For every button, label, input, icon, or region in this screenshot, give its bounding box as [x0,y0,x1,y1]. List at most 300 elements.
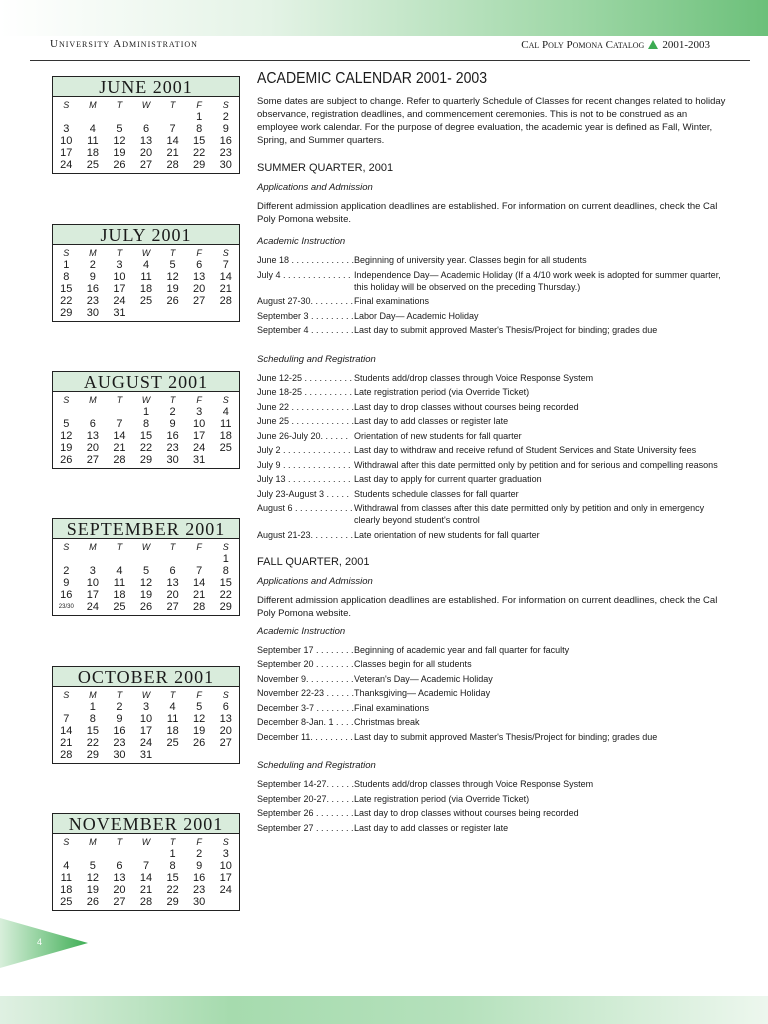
calendar-event [257,716,727,728]
weekday-label: M [89,395,97,405]
event-description: Christmas break [354,717,420,727]
day-cell [159,307,186,319]
day-cell: 17 [219,872,232,884]
day-cell: 23 [166,442,179,454]
day-cell: 3 [116,259,123,271]
event-date: September 20 . . . . . . . . [257,659,354,669]
day-cell: 15 [86,725,99,737]
day-cell: 11 [113,577,126,589]
event-date: June 18 . . . . . . . . . . . . . [257,255,354,265]
event-date: June 12-25 . . . . . . . . . . [257,372,353,383]
day-cell: 18 [113,589,126,601]
day-cell: 21 [193,589,206,601]
running-header-section: University Administration [50,38,198,50]
day-cell: 9 [196,860,203,872]
day-cell: 27 [139,159,153,171]
day-cell: 15 [193,135,206,147]
day-cell: 8 [142,418,150,430]
week-row [53,283,239,295]
event-description: Last day to drop classes without courses being recorded [354,401,579,412]
event-date: September 14-27. . . . . . [257,779,354,789]
day-cell: 30 [166,454,179,466]
event-date: July 23-August 3 . . . . . [257,488,350,499]
day-cell: 23 [219,147,232,159]
weekday-label: T [169,100,176,110]
day-cell: 6 [196,259,203,271]
calendar-event [257,324,727,336]
day-cell: 9 [89,271,96,283]
week-row [53,454,239,466]
day-cell: 10 [139,713,153,725]
weekday-label: S [63,248,70,258]
month-title: JUNE 2001 [52,76,240,97]
running-header-catalog [521,39,710,51]
day-cell: 12 [139,577,153,589]
day-cell: 6 [116,860,123,872]
day-cell: 2 [222,111,229,123]
event-description: Late orientation of new students for fall quarter [354,529,540,540]
event-description: Thanksgiving— Academic Holiday [354,688,491,698]
calendar-event [257,430,727,442]
day-cell: 27 [113,896,126,908]
day-cell: 3 [222,848,229,860]
header-rule [30,60,750,61]
event-date: September 3 . . . . . . . . . [257,310,354,321]
day-cell: 25 [219,442,232,454]
weekday-label: S [222,395,229,405]
week-row [53,860,239,872]
event-date: July 9 . . . . . . . . . . . . . . [257,459,351,470]
event-description: Last day to drop classes without courses being recorded [354,808,579,818]
catalog-name: Cal Poly Pomona Catalog [521,39,645,51]
week-row [53,896,239,908]
month-title: NOVEMBER 2001 [52,813,240,834]
calendar-event [257,401,727,413]
day-cell [53,701,80,713]
week-row [53,295,239,307]
day-cell [133,307,160,319]
day-cell: 20 [193,283,206,295]
month-calendar [52,666,240,764]
day-cell: 28 [166,159,179,171]
day-cell: 26 [86,896,99,908]
day-cell: 1 [89,701,96,713]
calendar-event [257,488,727,500]
summer-quarter-heading: SUMMER QUARTER, 2001 [257,162,394,174]
week-row [53,442,239,454]
event-date: June 25 . . . . . . . . . . . . . [257,416,354,426]
day-cell: 19 [139,589,153,601]
day-cell: 16 [113,725,126,737]
day-cell: 28 [139,896,153,908]
day-cell: 12 [193,713,206,725]
day-cell: 4 [89,123,96,135]
weekday-label: W [141,690,151,700]
calendar-event [257,529,727,541]
day-cell: 17 [193,430,206,442]
page-title: ACADEMIC CALENDAR 2001- 2003 [257,70,488,87]
day-cell: 18 [86,147,99,159]
day-cell: 7 [196,565,203,577]
weekday-label: F [196,100,202,110]
day-cell: 26 [113,159,126,171]
day-cell [106,848,133,860]
day-cell: 24 [193,442,206,454]
day-cell: 21 [139,884,153,896]
day-cell: 7 [63,713,70,725]
month-grid [52,392,240,469]
day-cell: 16 [219,135,232,147]
weekday-label: W [141,248,151,258]
event-date: December 11. . . . . . . . . [257,731,353,742]
weekday-label: W [141,837,151,847]
weekday-label: T [169,395,176,405]
weekday-label: T [116,837,123,847]
day-cell: 13 [166,577,179,589]
day-cell: 25 [166,737,179,749]
day-cell: 19 [60,442,73,454]
day-cell: 29 [60,307,73,319]
day-cell [186,307,213,319]
summer-instruction-heading: Academic Instruction [257,236,346,247]
day-cell [133,111,160,123]
calendar-event [257,415,727,427]
calendar-event [257,459,727,471]
day-cell: 24 [219,884,232,896]
day-cell: 14 [219,271,232,283]
day-cell: 31 [113,307,126,319]
day-cell: 19 [166,283,179,295]
day-cell: 12 [113,135,126,147]
day-cell: 27 [166,601,179,613]
day-cell [186,553,213,565]
day-cell: 16 [193,872,206,884]
day-cell: 29 [139,454,153,466]
day-cell: 21 [166,147,179,159]
calendar-event [257,310,727,322]
day-cell: 15 [166,872,179,884]
event-description: Veteran's Day— Academic Holiday [354,673,493,684]
day-cell: 14 [193,577,206,589]
day-cell: 12 [166,271,179,283]
day-cell: 2 [116,701,123,713]
event-description: Withdrawal after this date permitted only by petition and for serious and compelling reasons [354,459,718,470]
day-cell [186,749,213,761]
event-description: Labor Day— Academic Holiday [354,310,479,321]
week-row [53,713,239,725]
day-cell [159,553,186,565]
day-cell: 5 [196,701,203,713]
day-cell: 21 [113,442,126,454]
month-title: JULY 2001 [52,224,240,245]
week-row [53,553,239,565]
weekday-label: W [141,100,151,110]
weekday-label: T [169,542,176,552]
week-row [53,701,239,713]
event-date: November 9. . . . . . . . . . [257,673,354,684]
day-cell: 14 [139,872,153,884]
day-cell: 22 [166,884,179,896]
calendar-event [257,822,727,834]
month-calendar [52,813,240,911]
weekday-label: T [169,248,176,258]
weekday-header-row [53,394,239,406]
day-cell: 4 [222,406,229,418]
day-cell: 22 [60,295,73,307]
day-cell [53,406,80,418]
day-cell: 7 [116,418,123,430]
event-date: September 20-27. . . . . . [257,793,354,804]
day-cell [53,111,80,123]
event-description: Beginning of academic year and fall quarter for faculty [354,644,570,655]
event-date: June 26-July 20. . . . . . [257,430,349,441]
event-date: December 3-7 . . . . . . . . [257,702,354,713]
event-description: Last day to apply for current quarter graduation [354,474,542,484]
month-grid [52,834,240,911]
day-cell: 20 [86,442,99,454]
day-cell: 24 [60,159,73,171]
week-row [53,725,239,737]
event-date: June 18-25 . . . . . . . . . . [257,387,353,397]
event-description: Withdrawal from classes after this date permitted only by petition and only in emergency clearly beyond student's control [354,503,705,525]
day-cell: 10 [86,577,99,589]
week-row [53,147,239,159]
day-cell: 4 [116,565,123,577]
event-date: July 2 . . . . . . . . . . . . . . [257,445,351,455]
day-cell [159,111,186,123]
day-cell: 27 [193,295,206,307]
calendar-event [257,444,727,456]
calendar-event [257,386,727,398]
event-description: Last day to submit approved Master's Thesis/Project for binding; grades due [354,325,658,335]
day-cell: 26 [60,454,73,466]
summer-admission-text: Different admission application deadlines are established. For information on current deadlines, check the Cal Poly Pomona website. [257,201,718,225]
day-cell: 11 [60,872,72,884]
day-cell: 18 [219,430,232,442]
day-cell: 20 [139,147,153,159]
day-cell: 17 [86,589,99,601]
week-row [53,307,239,319]
day-cell: 4 [142,259,150,271]
weekday-label: F [196,837,202,847]
day-cell [212,307,239,319]
weekday-label: T [169,690,176,700]
month-grid [52,539,240,616]
weekday-label: M [89,100,97,110]
week-row [53,737,239,749]
event-date: September 17 . . . . . . . . [257,644,354,655]
event-description: Last day to submit approved Master's Thesis/Project for binding; grades due [354,731,658,742]
week-row [53,135,239,147]
day-cell: 29 [219,601,232,613]
day-cell: 7 [142,860,150,872]
fall-registration-list [257,778,727,834]
event-date: July 4 . . . . . . . . . . . . . . [257,269,351,280]
weekday-header-row [53,99,239,111]
event-date: September 27 . . . . . . . . [257,822,354,833]
day-cell: 16 [60,589,73,601]
day-cell [212,454,239,466]
day-cell: 28 [113,454,126,466]
day-cell [80,553,107,565]
day-cell [53,848,80,860]
day-cell [106,111,133,123]
weekday-label: S [63,542,70,552]
day-cell: 13 [86,430,99,442]
week-row [53,848,239,860]
day-cell: 9 [169,418,176,430]
month-calendar [52,76,240,174]
weekday-header-row [53,689,239,701]
calendar-event [257,731,727,743]
day-cell: 15 [139,430,153,442]
week-row [53,565,239,577]
month-calendar [52,518,240,616]
day-cell: 2 [196,848,203,860]
day-cell: 25 [86,159,99,171]
weekday-label: S [222,690,229,700]
month-grid [52,97,240,174]
day-cell: 22 [193,147,206,159]
day-cell: 18 [139,283,153,295]
day-cell: 19 [113,147,126,159]
week-row [53,418,239,430]
day-cell: 7 [222,259,229,271]
weekday-label: W [141,542,151,552]
weekday-label: M [89,690,97,700]
day-cell: 5 [169,259,176,271]
calendar-event [257,778,727,790]
day-cell: 13 [219,713,232,725]
event-date: August 6 . . . . . . . . . . . . [257,503,353,513]
day-cell: 10 [219,860,232,872]
weekday-label: F [196,542,202,552]
calendar-event [257,269,727,293]
calendar-event [257,658,727,670]
day-cell: 4 [63,860,70,872]
day-cell: 8 [222,565,229,577]
month-calendar [52,371,240,469]
weekday-label: T [116,395,123,405]
weekday-label: F [196,395,202,405]
day-cell: 18 [60,884,73,896]
fall-admission-text: Different admission application deadlines are established. For information on current deadlines, check the Cal Poly Pomona website. [257,594,718,619]
month-title: OCTOBER 2001 [52,666,240,687]
weekday-label: S [222,542,229,552]
weekday-label: T [116,690,123,700]
calendar-event [257,372,727,384]
day-cell [80,848,107,860]
day-cell: 11 [166,713,179,725]
day-cell: 2 [89,259,96,271]
day-cell: 3 [196,406,203,418]
calendar-event [257,702,727,714]
weekday-label: S [222,837,229,847]
event-description: Final examinations [354,702,430,713]
weekday-label: T [116,100,123,110]
page-number-tab [0,918,88,968]
day-cell: 5 [116,123,123,135]
event-description: Late registration period (via Override Ticket) [354,387,530,397]
day-cell: 29 [166,896,179,908]
day-cell: 14 [166,135,179,147]
day-cell: 1 [169,848,176,860]
day-cell: 24 [113,295,126,307]
day-cell: 13 [139,135,153,147]
event-description: Independence Day— Academic Holiday (If a 4/10 work week is adopted for summer quarter, this holiday will be observed on the preceding Thursday.) [354,269,721,292]
day-cell: 31 [139,749,153,761]
day-cell [106,406,133,418]
day-cell [212,749,239,761]
day-cell: 5 [89,860,96,872]
day-cell: 9 [63,577,70,589]
calendar-event [257,502,727,526]
event-date: August 21-23. . . . . . . . . [257,529,354,540]
day-cell: 9 [222,123,229,135]
day-cell [80,406,107,418]
day-cell: 23 [86,295,99,307]
weekday-label: S [222,100,229,110]
month-title: AUGUST 2001 [52,371,240,392]
day-cell: 11 [220,418,232,430]
day-cell: 14 [113,430,126,442]
day-cell: 8 [63,271,70,283]
week-row [53,577,239,589]
calendar-event [257,807,727,819]
day-cell: 21 [219,283,232,295]
day-cell: 8 [196,123,203,135]
weekday-label: S [63,690,70,700]
weekday-label: S [63,100,70,110]
event-date: July 13 . . . . . . . . . . . . . [257,474,351,484]
day-cell: 15 [60,283,73,295]
week-row [53,271,239,283]
weekday-header-row [53,836,239,848]
day-cell: 11 [87,135,99,147]
event-date: August 27-30. . . . . . . . . [257,296,354,306]
fall-instruction-list [257,644,727,743]
day-cell: 8 [89,713,96,725]
day-cell: 28 [193,601,206,613]
weekday-label: M [89,542,97,552]
day-cell: 30 [113,749,126,761]
day-cell: 31 [193,454,206,466]
calendar-event [257,473,727,485]
day-cell [80,111,107,123]
day-cell: 6 [169,565,176,577]
event-description: Late registration period (via Override Ticket) [354,793,530,804]
event-description: Students add/drop classes through Voice Response System [354,372,594,383]
day-cell: 26 [193,737,206,749]
fall-registration-heading: Scheduling and Registration [257,760,376,771]
day-cell: 26 [166,295,179,307]
day-cell: 10 [60,135,73,147]
day-cell: 3 [89,565,96,577]
weekday-label: M [89,248,97,258]
day-cell: 4 [169,701,176,713]
day-cell: 2 [63,565,70,577]
day-cell: 29 [86,749,99,761]
day-cell: 18 [166,725,179,737]
calendar-event [257,254,727,266]
weekday-label: F [196,690,202,700]
day-cell: 23 [113,737,126,749]
day-cell: 15 [219,577,232,589]
day-cell: 12 [60,430,73,442]
weekday-label: M [89,837,97,847]
day-cell [133,848,160,860]
week-row [53,749,239,761]
